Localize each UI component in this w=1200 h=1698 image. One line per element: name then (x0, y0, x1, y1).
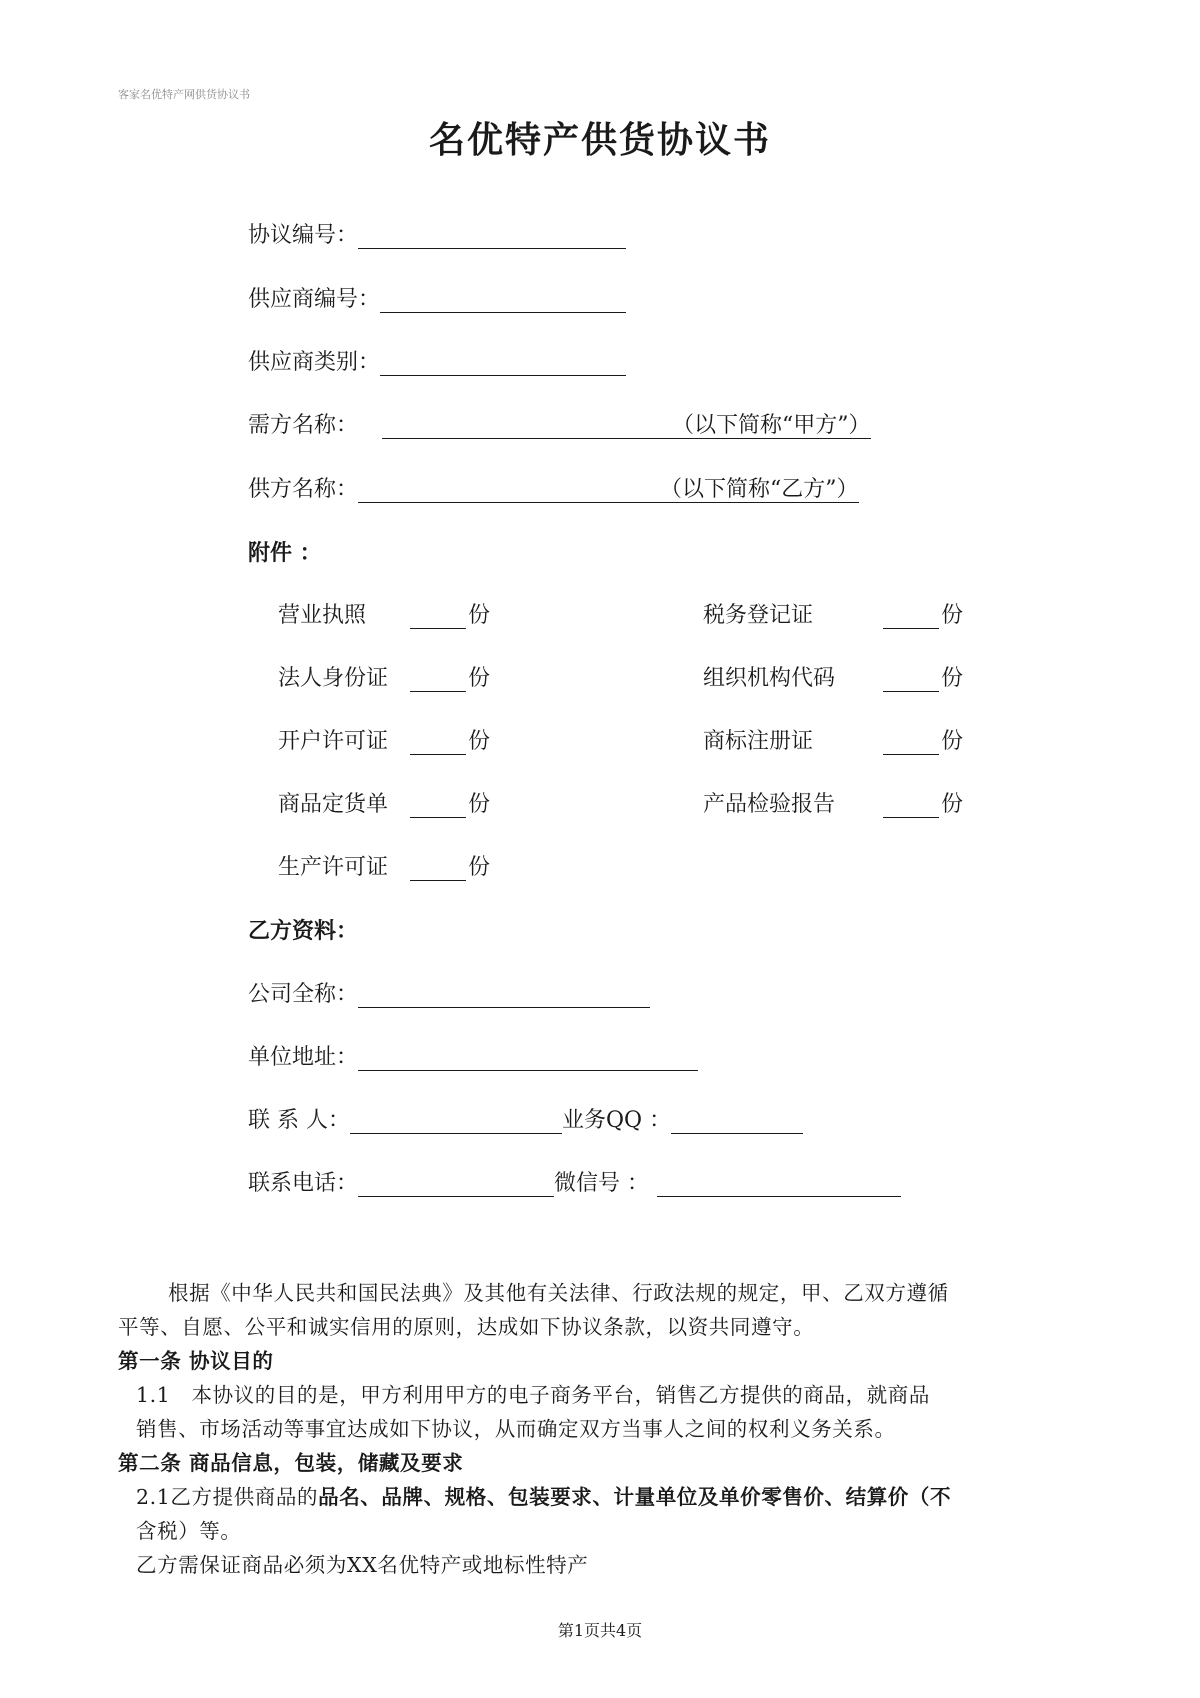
phone-blank[interactable] (358, 1172, 554, 1197)
agreement-no-field (248, 218, 626, 249)
supplier-type-label: 供应商类别： (248, 350, 381, 375)
attachment-item (703, 724, 963, 755)
article-1-title: 第一条 协议目的 (118, 1349, 274, 1373)
attachment-label: 营业执照 (278, 603, 367, 628)
article-2-title: 第二条 商品信息，包装，储藏及要求 (118, 1451, 464, 1475)
contact-field (248, 1103, 803, 1134)
attachment-count-blank[interactable] (410, 856, 466, 881)
company-blank[interactable] (358, 983, 650, 1008)
attachment-item (278, 850, 490, 881)
address-field (248, 1040, 698, 1071)
agreement-no-blank[interactable] (358, 224, 626, 249)
attachment-item (703, 598, 963, 629)
seller-name-blank[interactable] (358, 478, 660, 503)
contact-blank[interactable] (350, 1109, 562, 1134)
article-2-note: 乙方需保证商品必须为XX名优特产或地标性特产 (136, 1553, 589, 1577)
buyer-name-field (248, 408, 871, 439)
agreement-no-label: 协议编号： (248, 223, 359, 248)
phone-label: 联系电话： (248, 1171, 359, 1196)
attachment-count-blank[interactable] (883, 730, 939, 755)
attachment-count-blank[interactable] (883, 667, 939, 692)
attachment-label: 法人身份证 (278, 666, 389, 691)
company-field (248, 977, 650, 1008)
attachment-unit: 份 (468, 729, 491, 754)
phone-field (248, 1166, 901, 1197)
attachment-count-blank[interactable] (883, 793, 939, 818)
wechat-blank[interactable] (657, 1172, 901, 1197)
attachment-unit: 份 (941, 666, 964, 691)
article-2-1-line-1 (136, 1480, 951, 1514)
attachment-item (703, 661, 963, 692)
attachment-count-blank[interactable] (410, 667, 466, 692)
article-2-1-line-2: 含税）等。 (136, 1519, 242, 1543)
supplier-no-field (248, 282, 626, 313)
attachment-unit: 份 (941, 792, 964, 817)
party-b-heading: 乙方资料： (248, 918, 359, 944)
attachment-count-blank[interactable] (410, 793, 466, 818)
page-number: 第1页共4页 (557, 1621, 643, 1640)
attachment-item (278, 787, 490, 818)
running-header: 客家名优特产网供货协议书 (118, 88, 250, 101)
attachment-label: 生产许可证 (278, 855, 389, 880)
supplier-type-blank[interactable] (380, 351, 626, 376)
attachment-unit: 份 (468, 855, 491, 880)
article-2-1-prefix: 2.1乙方提供商品的 (136, 1485, 319, 1509)
seller-name-field (248, 472, 859, 503)
attachment-label: 商标注册证 (703, 729, 814, 754)
attachment-item (278, 661, 490, 692)
qq-label: 业务QQ ： (562, 1108, 672, 1133)
attachment-label: 商品定货单 (278, 792, 389, 817)
attachments-heading: 附件 ： (248, 540, 322, 566)
qq-blank[interactable] (671, 1109, 803, 1134)
attachment-unit: 份 (941, 729, 964, 754)
attachment-label: 产品检验报告 (703, 792, 836, 817)
article-2-1-bold-terms: 品名、品牌、规格、包装要求、计量单位及单价零售价、结算价（不 (318, 1485, 952, 1509)
attachment-unit: 份 (941, 603, 964, 628)
buyer-name-label: 需方名称： (248, 413, 359, 438)
supplier-no-label: 供应商编号： (248, 287, 381, 312)
document-title: 名优特产供货协议书 (428, 120, 771, 161)
attachment-item (278, 724, 490, 755)
company-label: 公司全称： (248, 982, 359, 1007)
address-label: 单位地址： (248, 1045, 359, 1070)
article-1-1-line-1: 1.1 本协议的目的是，甲方利用甲方的电子商务平台，销售乙方提供的商品，就商品 (136, 1383, 930, 1407)
attachment-count-blank[interactable] (410, 730, 466, 755)
attachment-label: 税务登记证 (703, 603, 814, 628)
attachment-item (278, 598, 490, 629)
seller-alias-note: （以下简称“乙方”） (660, 477, 859, 502)
attachment-unit: 份 (468, 792, 491, 817)
attachment-unit: 份 (468, 666, 491, 691)
wechat-label: 微信号 ： (554, 1171, 650, 1196)
attachment-label: 开户许可证 (278, 729, 389, 754)
attachment-item (703, 787, 963, 818)
article-1-1-line-2: 销售、市场活动等事宜达成如下协议，从而确定双方当事人之间的权利义务关系。 (136, 1417, 896, 1441)
attachment-count-blank[interactable] (883, 604, 939, 629)
supplier-no-blank[interactable] (380, 288, 626, 313)
intro-line-1: 根据《中华人民共和国民法典》及其他有关法律、行政法规的规定，甲、乙双方遵循 (168, 1281, 949, 1305)
attachment-label: 组织机构代码 (703, 666, 836, 691)
supplier-type-field (248, 345, 626, 376)
attachment-unit: 份 (468, 603, 491, 628)
contact-label: 联 系 人： (248, 1108, 350, 1133)
address-blank[interactable] (358, 1046, 698, 1071)
attachment-count-blank[interactable] (410, 604, 466, 629)
intro-line-2: 平等、自愿、公平和诚实信用的原则，达成如下协议条款，以资共同遵守。 (118, 1315, 815, 1339)
buyer-alias-note: （以下简称“甲方”） (672, 413, 871, 438)
seller-name-label: 供方名称： (248, 477, 359, 502)
buyer-name-blank[interactable] (382, 414, 672, 439)
